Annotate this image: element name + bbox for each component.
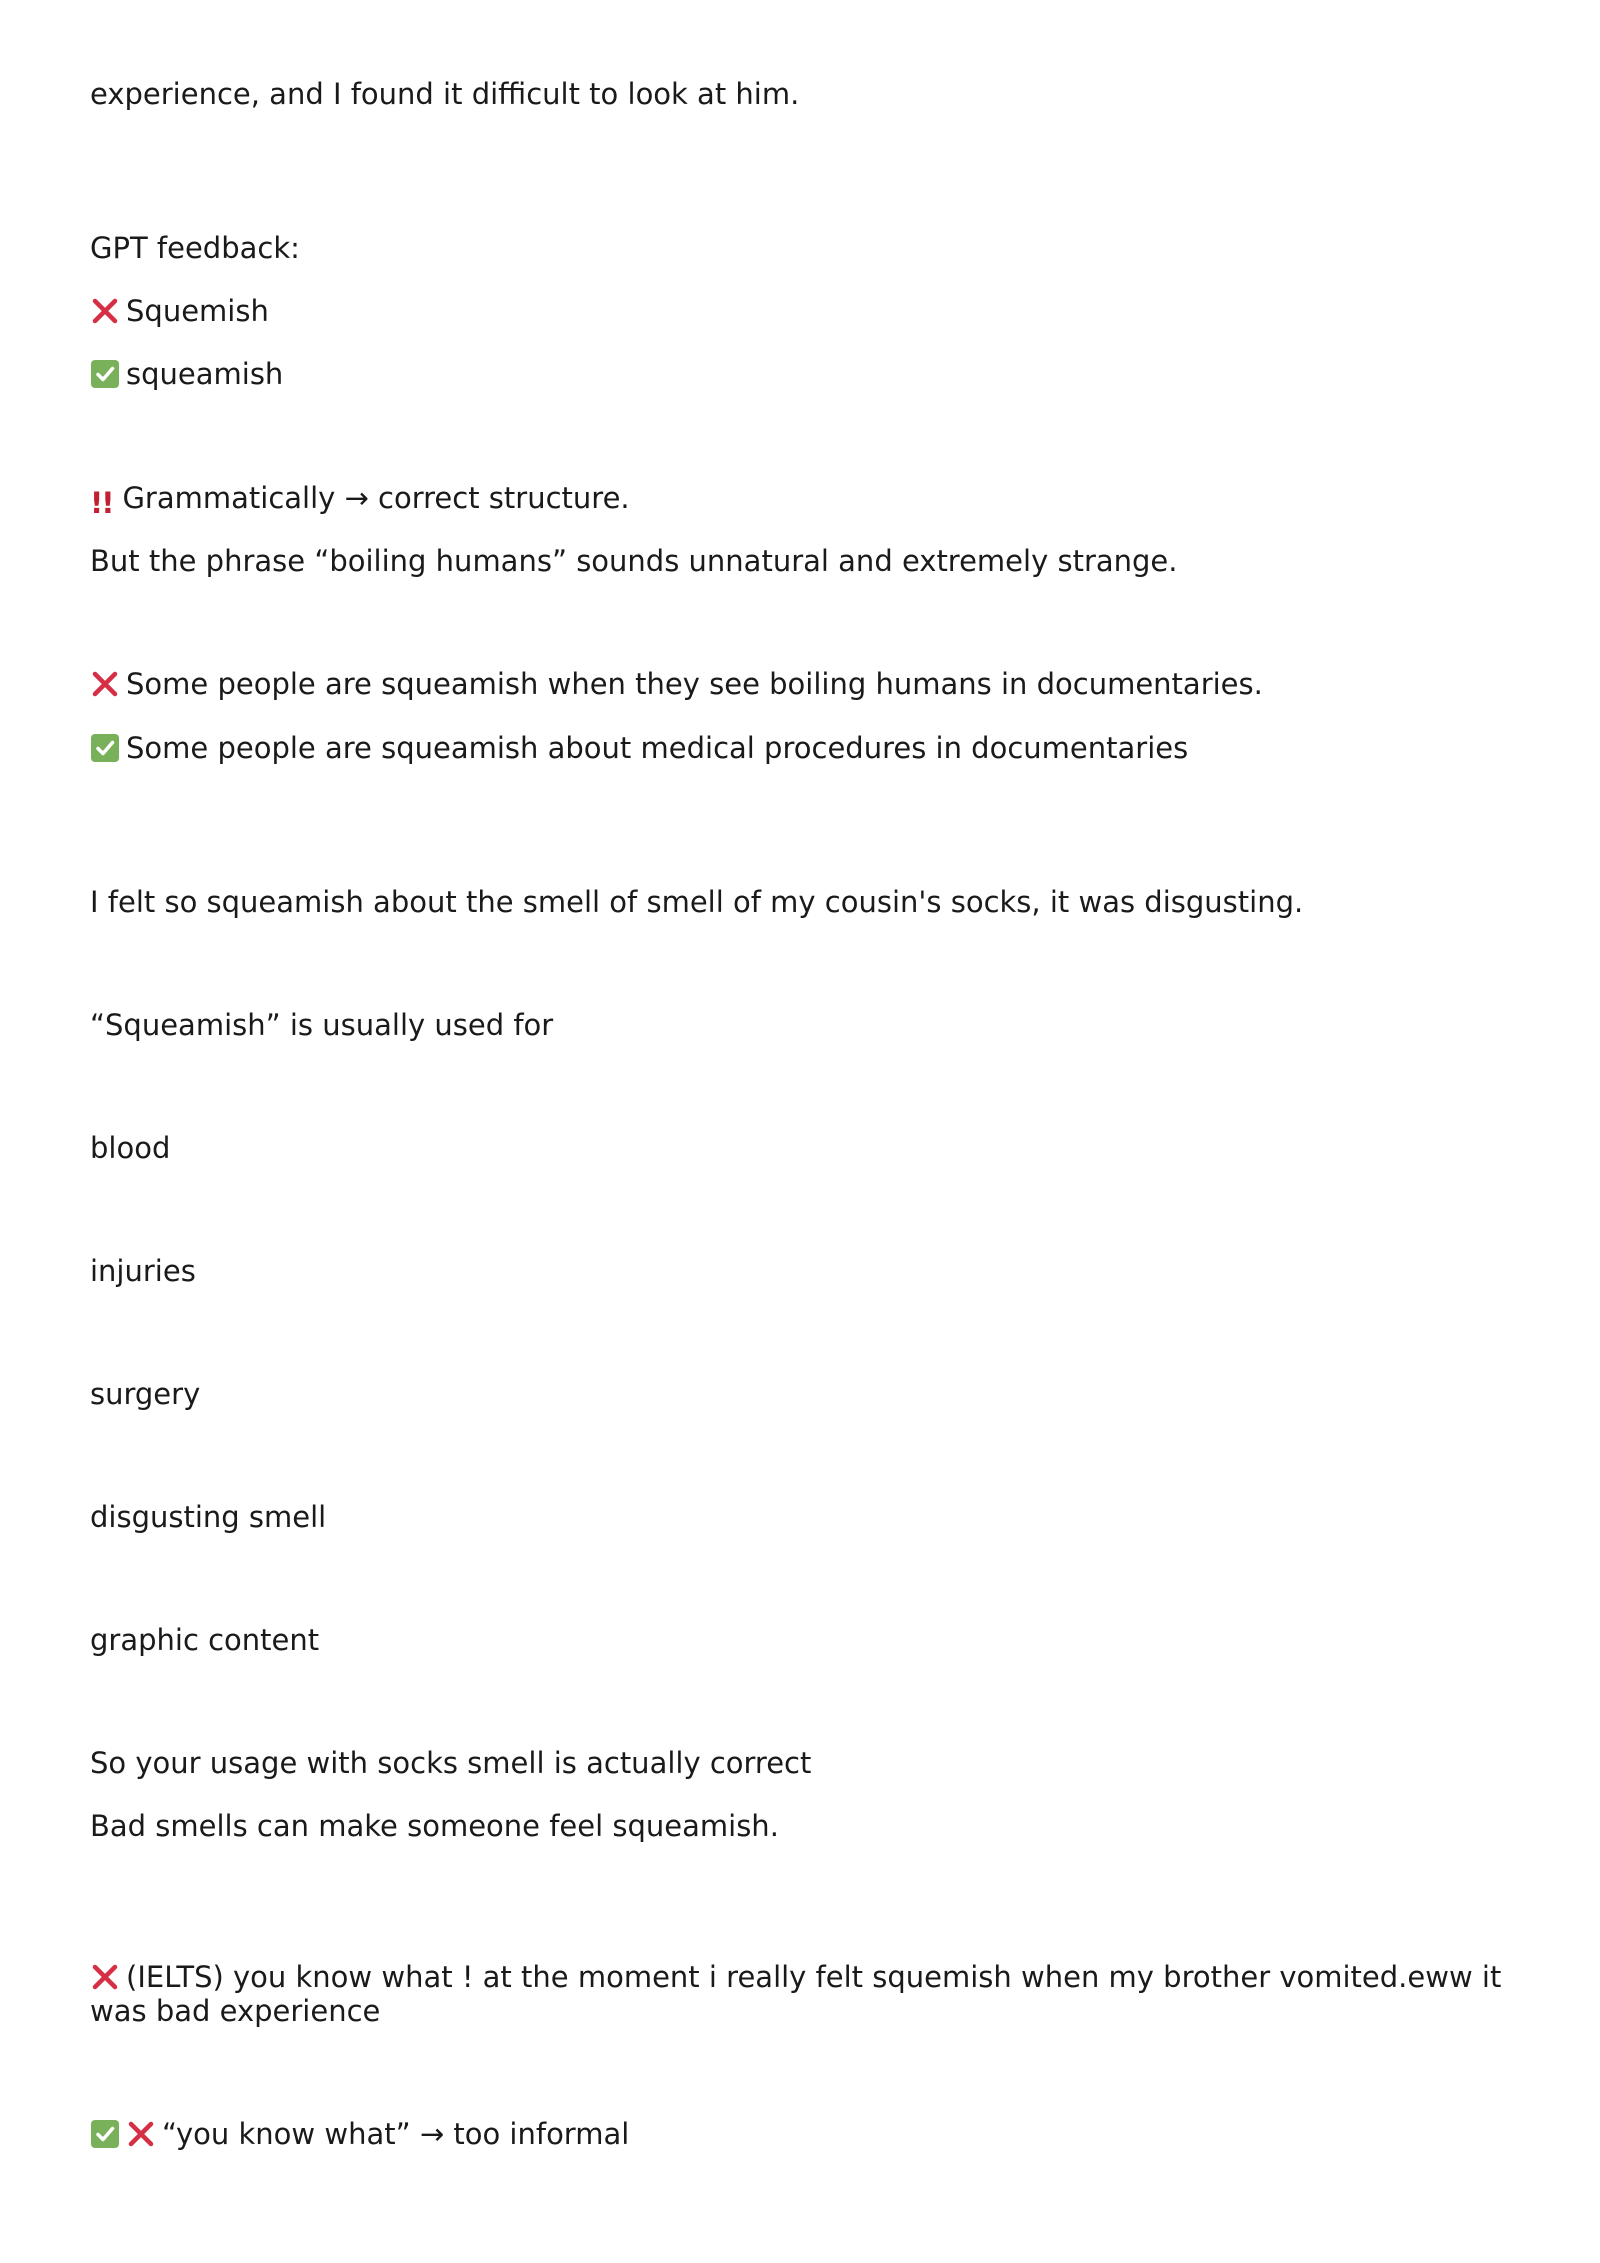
- text-line: [90, 480, 630, 521]
- cross-mark-icon: [126, 2119, 156, 2149]
- cross-mark-icon: [90, 296, 120, 326]
- cross-mark-icon: [90, 669, 120, 699]
- text-line: [90, 2116, 629, 2152]
- line-text: Some people are squeamish when they see boiling humans in documentaries.: [126, 667, 1263, 701]
- text-line: [90, 1007, 553, 1043]
- check-mark-icon: [90, 359, 120, 389]
- line-text: “you know what” → too informal: [162, 2117, 630, 2151]
- line-text: injuries: [90, 1254, 196, 1288]
- text-line: [90, 884, 1303, 920]
- check-mark-icon: [90, 2119, 120, 2149]
- line-text: Bad smells can make someone feel squeamish.: [90, 1809, 779, 1843]
- list-item: [90, 1253, 196, 1289]
- line-text: disgusting smell: [90, 1500, 327, 1534]
- line-text: experience, and I found it difficult to look at him.: [90, 77, 800, 111]
- list-item: [90, 1376, 200, 1412]
- text-line: [90, 293, 269, 329]
- check-mark-icon: [90, 733, 120, 763]
- line-text: surgery: [90, 1377, 201, 1411]
- line-text: “Squeamish” is usually used for: [90, 1008, 554, 1042]
- double-exclamation-icon: !!: [90, 486, 113, 520]
- text-line: [90, 1960, 1510, 2028]
- line-text: But the phrase “boiling humans” sounds unnatural and extremely strange.: [90, 544, 1178, 578]
- text-line: [90, 1745, 811, 1781]
- line-text: graphic content: [90, 1623, 320, 1657]
- list-item: [90, 1622, 319, 1658]
- cross-mark-icon: [90, 1962, 120, 1992]
- text-line: [90, 1808, 779, 1844]
- line-text: I felt so squeamish about the smell of smell of my cousin's socks, it was disgusting.: [90, 885, 1304, 919]
- line-text: squeamish: [126, 357, 284, 391]
- list-item: [90, 1499, 326, 1535]
- line-text: So your usage with socks smell is actually correct: [90, 1746, 812, 1780]
- text-line: [90, 356, 283, 392]
- list-item: [90, 1130, 170, 1166]
- line-text: Some people are squeamish about medical procedures in documentaries: [126, 731, 1189, 765]
- text-line: [90, 666, 1263, 702]
- line-text: (IELTS) you know what ! at the moment i really felt squemish when my brother vomited.eww it was bad experience: [90, 1960, 1502, 2028]
- line-text: Grammatically → correct structure.: [122, 481, 630, 515]
- text-line: [90, 76, 799, 112]
- text-line: [90, 230, 300, 266]
- line-text: Squemish: [126, 294, 269, 328]
- text-line: [90, 730, 1188, 766]
- line-text: blood: [90, 1131, 171, 1165]
- line-text: GPT feedback:: [90, 231, 300, 265]
- text-line: [90, 543, 1178, 579]
